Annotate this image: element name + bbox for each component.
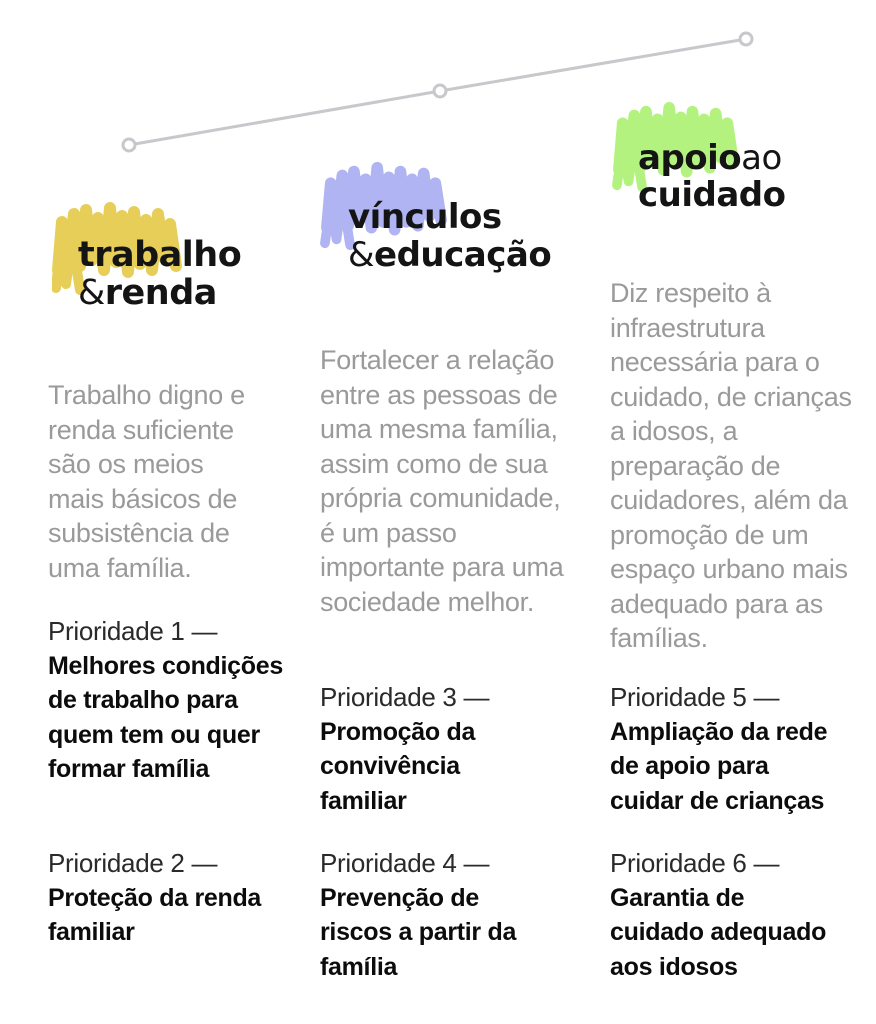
pillar-description: Fortalecer a relação entre as pessoas de uma mesma família, assim como de sua própria comunidade, é um passo importante para uma sociedade melhor.	[320, 345, 564, 617]
pillar-title-word-1: apoio	[638, 138, 742, 178]
priority-label: Prioridade 1 —	[48, 616, 218, 646]
priority-2	[48, 846, 298, 950]
priority-title: Ampliação da rede de apoio para cuidar de crianças	[610, 717, 828, 815]
pillar-title-word-2: educação	[374, 235, 552, 275]
pillar-trabalho-renda	[48, 0, 298, 1024]
priority-title: Promoção da convivência familiar	[320, 717, 476, 815]
priority-label: Prioridade 2 —	[48, 848, 218, 878]
pillar-title-ampersand: &	[78, 273, 105, 313]
pillar-title-ampersand: &	[348, 235, 375, 275]
pillar-title-line-2: cuidado	[638, 175, 786, 215]
pillar-title-line-1: trabalho	[78, 235, 242, 275]
pillar-title-line-1: vínculos	[348, 197, 502, 237]
priority-title: Proteção da renda familiar	[48, 883, 262, 946]
priority-1	[48, 614, 298, 787]
pillar-description: Trabalho digno e renda suficiente são os meios mais básicos de subsistência de uma família.	[48, 380, 245, 583]
priority-5	[610, 680, 860, 818]
priority-label: Prioridade 6 —	[610, 848, 780, 878]
pillar-description: Diz respeito à infraestrutura necessária para o cuidado, de crianças a idosos, a preparação de cuidadores, além da promoção de um espaço urbano mais adequado para as famílias.	[610, 278, 852, 653]
pillar-vinculos-educacao	[320, 0, 570, 1024]
pillar-title	[78, 236, 318, 312]
pillar-title-line-2	[348, 236, 618, 274]
priority-label: Prioridade 5 —	[610, 682, 780, 712]
pillar-title-line-1	[638, 140, 876, 177]
pillar-title	[348, 198, 618, 274]
pillar-title-word-2: renda	[104, 273, 217, 313]
priority-title: Melhores condições de trabalho para quem tem ou quer formar família	[48, 651, 283, 783]
pillar-title-line-2	[78, 274, 318, 312]
priority-4	[320, 846, 570, 984]
priority-3	[320, 680, 570, 818]
pillar-heading	[48, 200, 288, 320]
priority-6	[610, 846, 860, 984]
priority-label: Prioridade 4 —	[320, 848, 490, 878]
priority-label: Prioridade 3 —	[320, 682, 490, 712]
pillar-apoio-cuidado	[610, 0, 860, 1024]
pillar-heading	[610, 100, 860, 220]
priority-title: Prevenção de riscos a partir da família	[320, 883, 517, 981]
pillar-heading	[320, 158, 590, 288]
priority-title: Garantia de cuidado adequado aos idosos	[610, 883, 827, 981]
pillar-title-connector-word: ao	[741, 138, 782, 178]
pillar-title	[638, 140, 876, 214]
